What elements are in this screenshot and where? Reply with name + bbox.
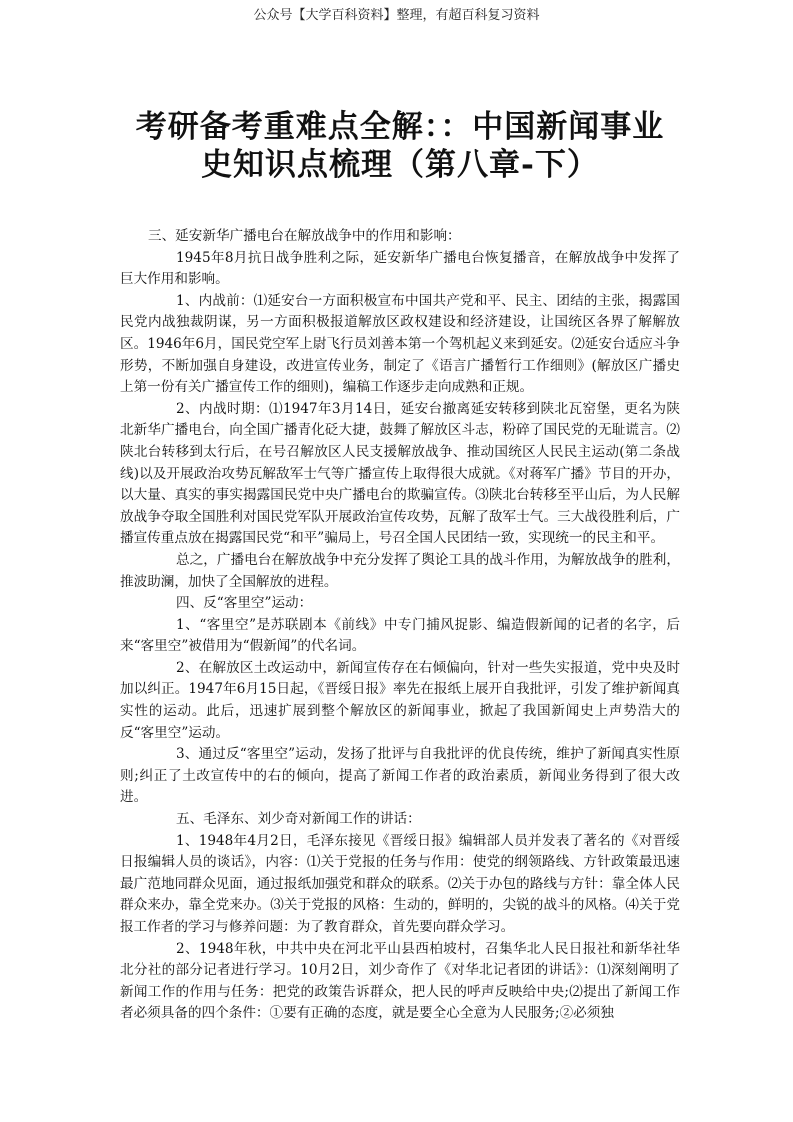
document-title: 考研备考重难点全解：：中国新闻事业史知识点梳理（第八章-下）: [135, 109, 665, 183]
paragraph: 1945年8月抗日战争胜利之际，延安新华广播电台恢复播音，在解放战争中发挥了巨大作用和影响。: [120, 249, 680, 288]
paragraph: 2、内战时期：⑴1947年3月14日，延安台撤离延安转移到陕北瓦窑堡，更名为陕北新华广播电台，向全国广播青化砭大捷，鼓舞了解放区斗志，粉碎了国民党的无耻谎言。⑵陕北台转移到太行后，在号召解放区人民支援解放战争、推动国统区人民民主运动(第二条战线)以及开展政治攻势瓦解敌军士气等广播宣传上取得很大成就。《对蒋军广播》节目的开办，以大量、真实的事实揭露国民党中央广播电台的欺骗宣传。⑶陕北台转移至平山后，为人民解放战争夺取全国胜利对国民党军队开展政治宣传攻势，瓦解了敌军士气。三大战役胜利后，广播宣传重点放在揭露国民党“和平”骗局上，号召全国人民团结一致，实现统一的民主和平。: [120, 400, 680, 547]
paragraph: 三、延安新华广播电台在解放战争中的作用和影响：: [148, 228, 461, 244]
paragraph: 四、反“客里空”运动：: [176, 595, 313, 612]
paragraph: 1、内战前：⑴延安台一方面积极宣布中国共产党和平、民主、团结的主张，揭露国民党内战独裁阴谋，另一方面积极报道解放区政权建设和经济建设，让国统区各界了解解放区。1946年6月，国民党空军上尉飞行员刘善本第一个驾机起义来到延安。⑵延安台适应斗争形势，不断加强自身建设，改进宣传业务，制定了《语言广播暂行工作细则》(解放区广播史上第一份有关广播宣传工作的细则)，编稿工作逐步走向成熟和正规。: [120, 292, 680, 396]
page-header: 公众号【大学百科资料】整理，有超百科复习资料: [253, 8, 540, 23]
paragraph: 2、在解放区土改运动中，新闻宣传存在右倾偏向，针对一些失实报道，党中央及时加以纠正。1947年6月15日起，《晋绥日报》率先在报纸上展开自我批评，引发了维护新闻真实性的运动。此后，迅速扩展到整个解放区的新闻事业，掀起了我国新闻史上声势浩大的反“客里空”运动。: [120, 659, 680, 741]
paragraph: 2、1948年秋，中共中央在河北平山县西柏坡村，召集华北人民日报社和新华社华北分社的部分记者进行学习。10月2日，刘少奇作了《对华北记者团的讲话》：⑴深刻阐明了新闻工作的作用与任务：把党的政策告诉群众，把人民的呼声反映给中央;⑵提出了新闻工作者必须具备的四个条件：①要有正确的态度，就是要全心全意为人民服务;②必须独: [120, 940, 680, 1022]
paragraph: 1、1948年4月2日，毛泽东接见《晋绥日报》编辑部人员并发表了著名的《对晋绥日报编辑人员的谈话》，内容：⑴关于党报的任务与作用：使党的纲领路线、方针政策最迅速最广范地同群众见面，通过报纸加强党和群众的联系。⑵关于办包的路线与方针：靠全体人民群众来办，靠全党来办。⑶关于党报的风格：生动的，鲜明的，尖锐的战斗的风格。⑷关于党报工作者的学习与修养问题：为了教育群众，首先要向群众学习。: [120, 832, 680, 935]
paragraph: 3、通过反“客里空”运动，发扬了批评与自我批评的优良传统，维护了新闻真实性原则;纠正了土改宣传中的右的倾向，提高了新闻工作者的政治素质，新闻业务得到了很大改进。: [120, 746, 680, 806]
paragraph: 1、“客里空”是苏联剧本《前线》中专门捕风捉影、编造假新闻的记者的名字，后来“客里空”被借用为“假新闻”的代名词。: [120, 616, 680, 655]
document-body: [120, 226, 680, 1025]
paragraph: 总之，广播电台在解放战争中充分发挥了舆论工具的战斗作用，为解放战争的胜利，推波助澜，加快了全国解放的进程。: [120, 551, 680, 590]
paragraph: 五、毛泽东、刘少奇对新闻工作的讲话：: [176, 811, 421, 828]
